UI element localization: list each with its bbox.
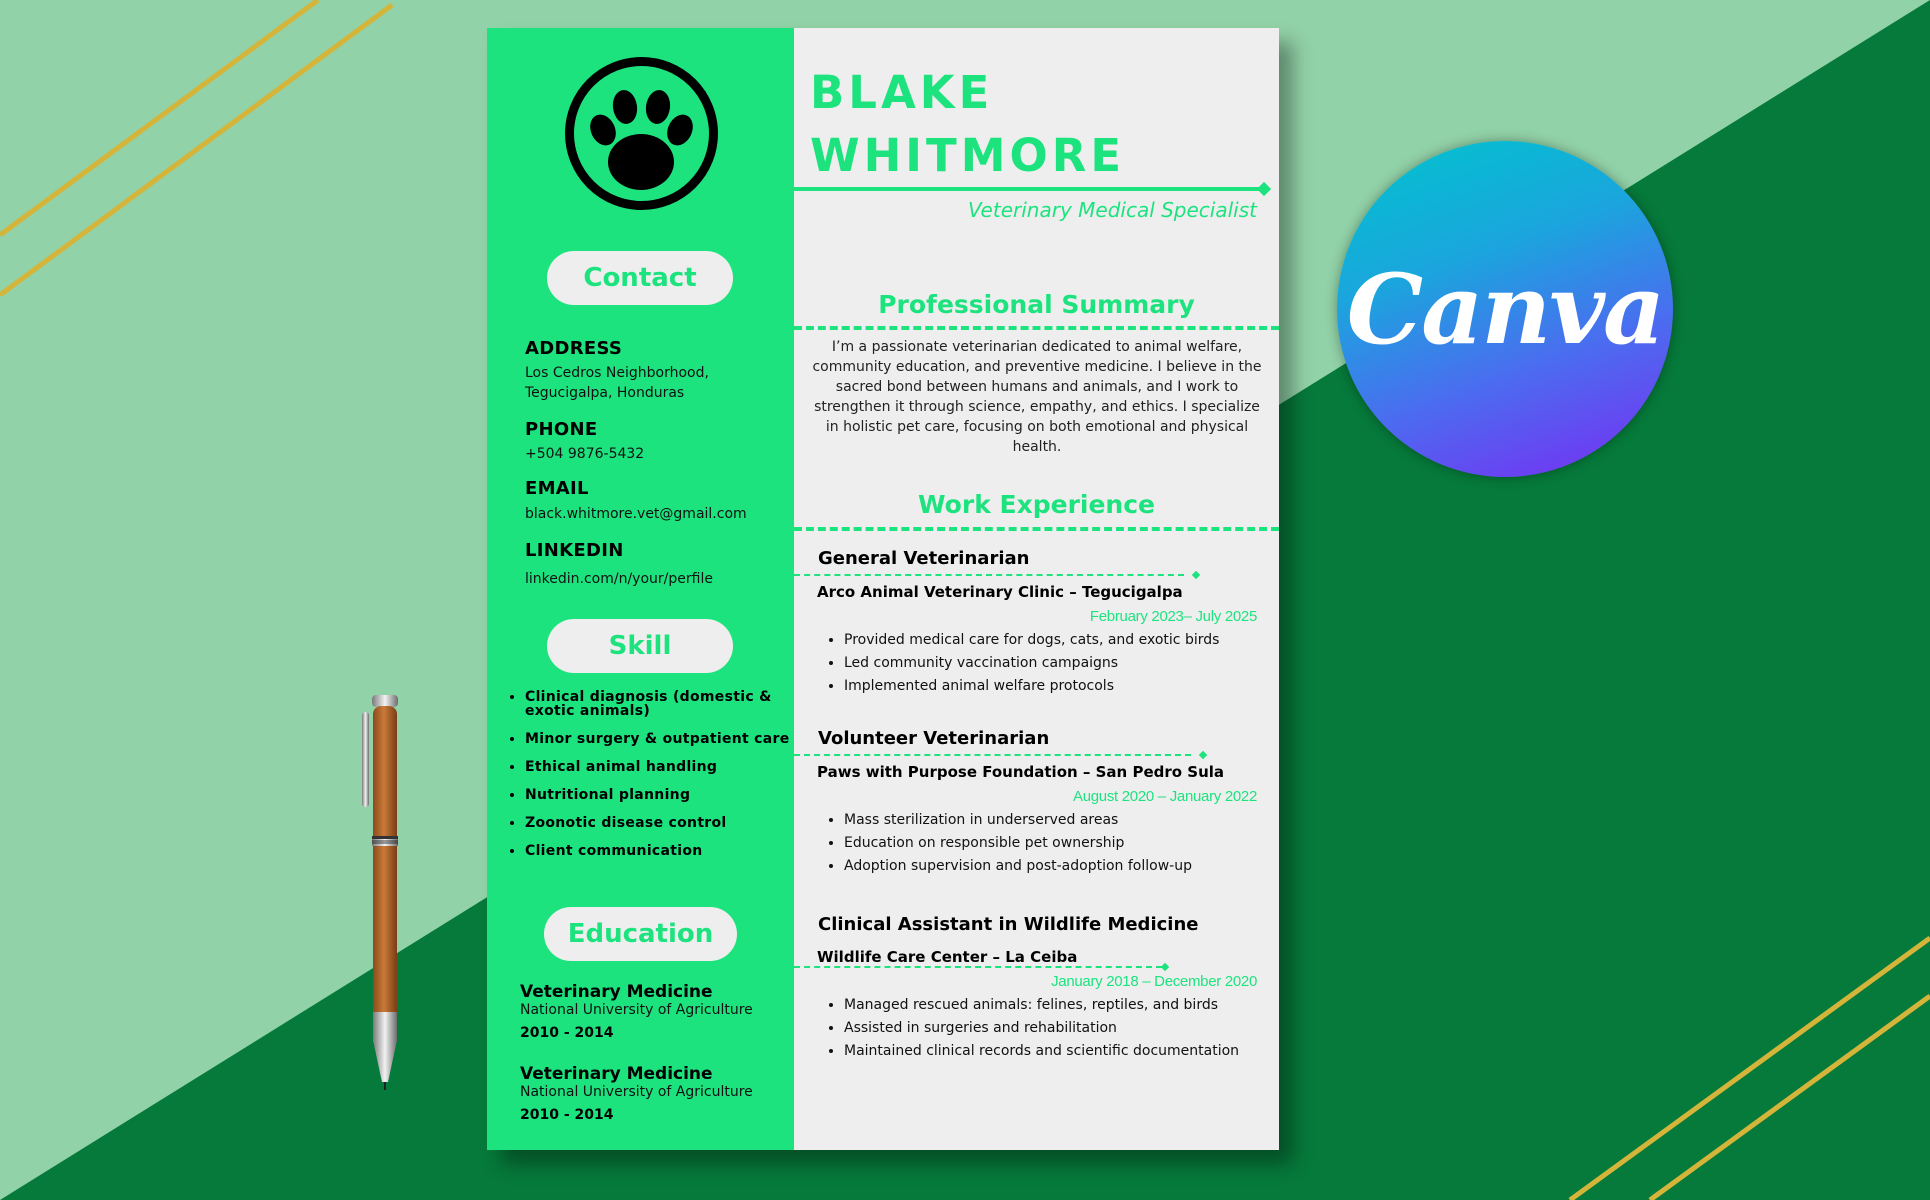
- skill-item: • Ethical animal handling: [525, 760, 815, 774]
- resume-sidebar: [487, 28, 794, 1150]
- skills-list: [507, 690, 815, 872]
- canva-logo: [1337, 141, 1673, 477]
- job-bullet: • Led community vaccination campaigns: [844, 652, 1274, 675]
- skill-item: • Nutritional planning: [525, 788, 815, 802]
- skill-item: • Clinical diagnosis (domestic & exotic animals): [525, 690, 815, 718]
- education-school: National University of Agriculture: [520, 1002, 753, 1018]
- skill-item: • Minor surgery & outpatient care: [525, 732, 815, 746]
- education-years: 2010 - 2014: [520, 1025, 614, 1041]
- job-bullet: • Managed rescued animals: felines, reptiles, and birds: [844, 994, 1274, 1017]
- name-last: WHITMORE: [810, 129, 1126, 182]
- education-degree: Veterinary Medicine: [520, 982, 713, 1002]
- job-bullets: [822, 809, 1274, 878]
- name-first: BLAKE: [810, 66, 994, 119]
- summary-heading: Professional Summary: [878, 290, 1195, 319]
- job-dates: January 2018 – December 2020: [1051, 973, 1257, 990]
- job-bullet: • Provided medical care for dogs, cats, and exotic birds: [844, 629, 1274, 652]
- job-rule: [794, 754, 1191, 756]
- name-underline: [794, 187, 1269, 191]
- name-underline-end: [1257, 182, 1271, 196]
- job-bullet: • Maintained clinical records and scientific documentation: [844, 1040, 1274, 1063]
- address-value: Los Cedros Neighborhood, Tegucigalpa, Honduras: [525, 365, 709, 401]
- education-years: 2010 - 2014: [520, 1107, 614, 1123]
- job-org: Arco Animal Veterinary Clinic – Tegucigalpa: [817, 583, 1183, 601]
- job-title: Veterinary Medical Specialist: [968, 198, 1257, 222]
- job-rule: [794, 966, 1162, 968]
- skill-item: • Client communication: [525, 844, 815, 858]
- linkedin-value: linkedin.com/n/your/perfile: [525, 571, 713, 587]
- paw-print-icon: [563, 55, 720, 212]
- education-school: National University of Agriculture: [520, 1084, 753, 1100]
- job-bullet: • Assisted in surgeries and rehabilitation: [844, 1017, 1274, 1040]
- job-org: Wildlife Care Center – La Ceiba: [817, 948, 1078, 966]
- job-rule: [794, 574, 1184, 576]
- phone-value: +504 9876-5432: [525, 446, 645, 462]
- job-bullet: • Adoption supervision and post-adoption follow-up: [844, 855, 1274, 878]
- job-dates: February 2023– July 2025: [1089, 608, 1257, 625]
- job-bullets: [822, 994, 1274, 1063]
- pen-icon: [355, 690, 415, 1100]
- job-dates: August 2020 – January 2022: [1072, 788, 1257, 805]
- summary-text: I’m a passionate veterinarian dedicated to animal welfare, community education, and preventive medicine. I believe in the sacred bond between humans and animals, and I work to strengthen it through science, empathy, and ethics. I specialize in holistic pet care, focusing on both emotional and physical health.: [812, 339, 1262, 455]
- resume-page: [487, 28, 1279, 1150]
- job-role: Clinical Assistant in Wildlife Medicine: [818, 914, 1199, 935]
- job-bullet: • Implemented animal welfare protocols: [844, 675, 1274, 698]
- job-bullet: • Mass sterilization in underserved areas: [844, 809, 1274, 832]
- education-heading: Education: [544, 907, 737, 961]
- email-label: EMAIL: [525, 478, 589, 499]
- phone-label: PHONE: [525, 419, 598, 440]
- job-role: General Veterinarian: [818, 548, 1030, 569]
- job-role: Volunteer Veterinarian: [818, 728, 1050, 749]
- job-rule-end: [1192, 571, 1200, 579]
- job-rule-end: [1199, 751, 1207, 759]
- skill-item: • Zoonotic disease control: [525, 816, 815, 830]
- skill-heading: Skill: [547, 619, 733, 673]
- education-degree: Veterinary Medicine: [520, 1064, 713, 1084]
- linkedin-label: LINKEDIN: [525, 540, 624, 561]
- job-rule-end: [1161, 963, 1169, 971]
- job-org: Paws with Purpose Foundation – San Pedro Sula: [817, 763, 1225, 781]
- contact-heading: Contact: [547, 251, 733, 305]
- canva-logo-text: Canva: [1346, 252, 1664, 366]
- email-value: black.whitmore.vet@gmail.com: [525, 506, 747, 522]
- job-bullets: [822, 629, 1274, 698]
- summary-divider: [794, 326, 1279, 330]
- experience-heading: Work Experience: [918, 490, 1155, 519]
- experience-divider: [794, 527, 1279, 531]
- address-label: ADDRESS: [525, 338, 623, 359]
- job-bullet: • Education on responsible pet ownership: [844, 832, 1274, 855]
